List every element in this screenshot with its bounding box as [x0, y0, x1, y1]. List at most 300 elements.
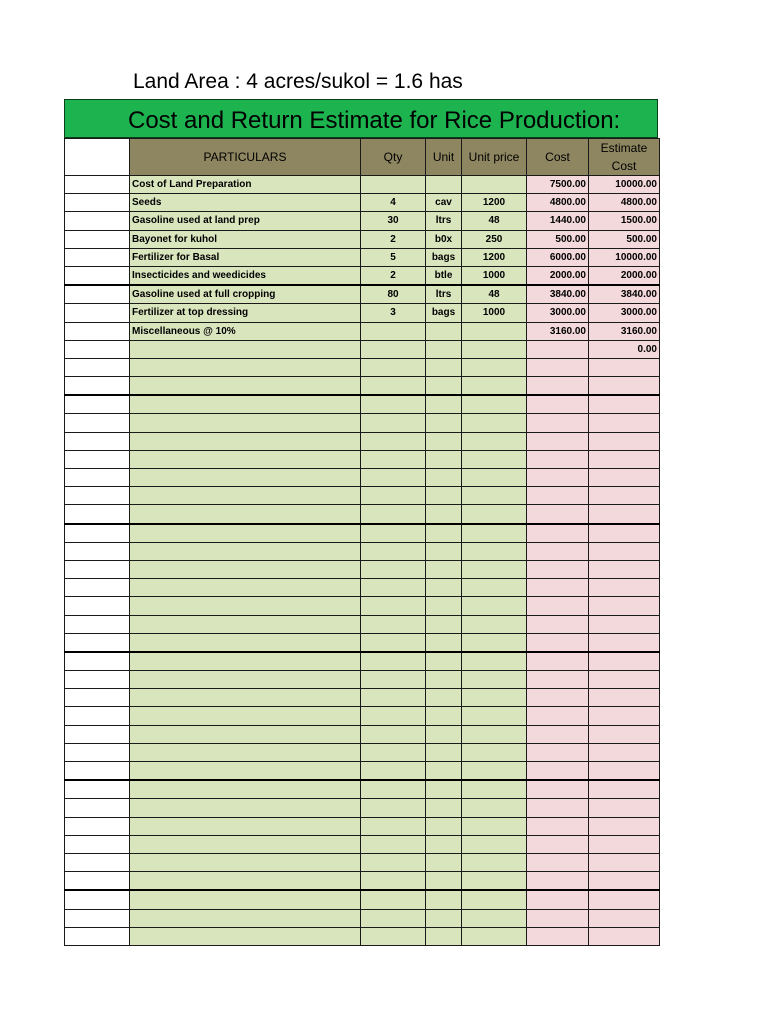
cell-cost[interactable]	[527, 707, 589, 725]
row-label-cell[interactable]	[65, 927, 130, 945]
cell-particulars[interactable]	[130, 579, 361, 597]
cell-unit[interactable]	[426, 927, 462, 945]
cell-particulars[interactable]	[130, 927, 361, 945]
cell-qty[interactable]	[361, 176, 426, 194]
cell-unit-price[interactable]: 1200	[462, 248, 527, 266]
cell-unit-price[interactable]	[462, 890, 527, 909]
cell-estimate-cost[interactable]	[589, 615, 660, 633]
cell-estimate-cost[interactable]	[589, 743, 660, 761]
cell-unit-price[interactable]	[462, 707, 527, 725]
cell-estimate-cost[interactable]	[589, 835, 660, 853]
cell-unit[interactable]	[426, 560, 462, 578]
row-label-cell[interactable]	[65, 835, 130, 853]
cell-qty[interactable]	[361, 671, 426, 689]
row-label-cell[interactable]	[65, 780, 130, 799]
cell-qty[interactable]	[361, 524, 426, 543]
cell-unit[interactable]: ltrs	[426, 212, 462, 230]
table-row	[65, 469, 660, 487]
cell-qty[interactable]	[361, 358, 426, 376]
cell-qty[interactable]	[361, 780, 426, 799]
cell-cost[interactable]	[527, 652, 589, 671]
row-label-cell[interactable]	[65, 248, 130, 266]
cell-cost[interactable]	[527, 725, 589, 743]
cell-qty[interactable]	[361, 414, 426, 432]
cell-particulars[interactable]	[130, 890, 361, 909]
cell-qty[interactable]	[361, 835, 426, 853]
cell-unit[interactable]	[426, 652, 462, 671]
row-label-cell[interactable]	[65, 487, 130, 505]
cell-cost[interactable]	[527, 597, 589, 615]
cell-cost[interactable]	[527, 469, 589, 487]
cell-particulars[interactable]	[130, 377, 361, 396]
row-label-cell[interactable]	[65, 872, 130, 891]
cell-qty[interactable]	[361, 689, 426, 707]
row-label-cell[interactable]	[65, 358, 130, 376]
cell-cost[interactable]	[527, 524, 589, 543]
cell-cost[interactable]	[527, 579, 589, 597]
cell-qty[interactable]	[361, 597, 426, 615]
cell-cost[interactable]: 3000.00	[527, 304, 589, 322]
cell-cost[interactable]	[527, 890, 589, 909]
cell-cost[interactable]	[527, 633, 589, 652]
cell-estimate-cost[interactable]	[589, 909, 660, 927]
cell-particulars[interactable]: Seeds	[130, 194, 361, 212]
cell-estimate-cost[interactable]: 3160.00	[589, 322, 660, 340]
cell-unit-price[interactable]	[462, 432, 527, 450]
cell-cost[interactable]	[527, 689, 589, 707]
cell-cost[interactable]: 6000.00	[527, 248, 589, 266]
table-row	[65, 542, 660, 560]
cell-unit[interactable]: bags	[426, 248, 462, 266]
cell-particulars[interactable]	[130, 762, 361, 781]
cell-particulars[interactable]: Gasoline used at full cropping	[130, 285, 361, 304]
row-label-cell[interactable]	[65, 322, 130, 340]
row-label-cell[interactable]	[65, 579, 130, 597]
cell-unit[interactable]	[426, 432, 462, 450]
cell-estimate-cost[interactable]	[589, 872, 660, 891]
cell-estimate-cost[interactable]	[589, 395, 660, 414]
cell-unit-price[interactable]	[462, 743, 527, 761]
cell-unit-price[interactable]	[462, 414, 527, 432]
cell-estimate-cost[interactable]	[589, 780, 660, 799]
row-label-cell[interactable]	[65, 340, 130, 358]
cell-unit-price[interactable]	[462, 358, 527, 376]
row-label-cell[interactable]	[65, 853, 130, 871]
row-label-cell[interactable]	[65, 743, 130, 761]
cell-cost[interactable]	[527, 395, 589, 414]
cell-estimate-cost[interactable]	[589, 927, 660, 945]
cell-unit[interactable]	[426, 689, 462, 707]
cell-estimate-cost[interactable]	[589, 469, 660, 487]
cell-particulars[interactable]	[130, 817, 361, 835]
cell-cost[interactable]: 2000.00	[527, 266, 589, 285]
cell-unit-price[interactable]	[462, 505, 527, 524]
table-row	[65, 285, 660, 304]
cell-qty[interactable]: 5	[361, 248, 426, 266]
cell-qty[interactable]	[361, 707, 426, 725]
cell-unit-price[interactable]	[462, 524, 527, 543]
cell-qty[interactable]	[361, 743, 426, 761]
cell-particulars[interactable]: Fertilizer at top dressing	[130, 304, 361, 322]
cell-unit-price[interactable]	[462, 560, 527, 578]
cell-unit[interactable]	[426, 872, 462, 891]
cell-cost[interactable]	[527, 542, 589, 560]
cell-unit-price[interactable]	[462, 652, 527, 671]
cell-estimate-cost[interactable]	[589, 799, 660, 817]
cell-unit-price[interactable]	[462, 487, 527, 505]
cell-qty[interactable]	[361, 615, 426, 633]
cell-estimate-cost[interactable]	[589, 725, 660, 743]
row-label-cell[interactable]	[65, 505, 130, 524]
row-label-cell[interactable]	[65, 176, 130, 194]
row-label-cell[interactable]	[65, 524, 130, 543]
cell-estimate-cost[interactable]	[589, 414, 660, 432]
row-label-cell[interactable]	[65, 909, 130, 927]
cell-estimate-cost[interactable]	[589, 853, 660, 871]
cell-qty[interactable]	[361, 762, 426, 781]
cell-estimate-cost[interactable]	[589, 524, 660, 543]
cell-particulars[interactable]: Gasoline used at land prep	[130, 212, 361, 230]
cell-unit[interactable]	[426, 853, 462, 871]
cell-cost[interactable]	[527, 505, 589, 524]
cell-unit[interactable]: ltrs	[426, 285, 462, 304]
cell-unit-price[interactable]	[462, 340, 527, 358]
cell-cost[interactable]: 3840.00	[527, 285, 589, 304]
cell-qty[interactable]	[361, 487, 426, 505]
cell-particulars[interactable]	[130, 652, 361, 671]
cell-estimate-cost[interactable]: 10000.00	[589, 176, 660, 194]
cell-estimate-cost[interactable]	[589, 505, 660, 524]
cell-qty[interactable]	[361, 817, 426, 835]
row-label-cell[interactable]	[65, 560, 130, 578]
cell-cost[interactable]	[527, 927, 589, 945]
cell-unit[interactable]	[426, 909, 462, 927]
cell-unit-price[interactable]	[462, 835, 527, 853]
cell-unit-price[interactable]	[462, 633, 527, 652]
cell-particulars[interactable]	[130, 853, 361, 871]
cell-unit[interactable]	[426, 505, 462, 524]
cell-unit[interactable]	[426, 780, 462, 799]
cell-cost[interactable]	[527, 340, 589, 358]
cell-unit-price[interactable]	[462, 799, 527, 817]
cell-unit[interactable]	[426, 615, 462, 633]
cell-particulars[interactable]	[130, 615, 361, 633]
row-label-cell[interactable]	[65, 725, 130, 743]
cell-estimate-cost[interactable]	[589, 579, 660, 597]
cell-qty[interactable]	[361, 799, 426, 817]
cell-qty[interactable]: 2	[361, 230, 426, 248]
cell-unit[interactable]	[426, 414, 462, 432]
cell-particulars[interactable]	[130, 340, 361, 358]
row-label-cell[interactable]	[65, 230, 130, 248]
cell-unit-price[interactable]	[462, 780, 527, 799]
cell-unit-price[interactable]	[462, 689, 527, 707]
cell-estimate-cost[interactable]	[589, 487, 660, 505]
cell-unit[interactable]	[426, 487, 462, 505]
row-label-cell[interactable]	[65, 304, 130, 322]
table-row	[65, 671, 660, 689]
cell-unit-price[interactable]: 1000	[462, 304, 527, 322]
row-label-cell[interactable]	[65, 450, 130, 468]
cell-particulars[interactable]	[130, 707, 361, 725]
cell-unit[interactable]: bags	[426, 304, 462, 322]
cell-unit[interactable]	[426, 358, 462, 376]
cell-unit-price[interactable]	[462, 395, 527, 414]
cell-particulars[interactable]	[130, 743, 361, 761]
row-label-cell[interactable]	[65, 395, 130, 414]
cell-unit[interactable]	[426, 176, 462, 194]
cell-cost[interactable]	[527, 487, 589, 505]
cell-unit-price[interactable]: 1000	[462, 266, 527, 285]
cell-estimate-cost[interactable]: 2000.00	[589, 266, 660, 285]
cell-particulars[interactable]	[130, 395, 361, 414]
cell-unit-price[interactable]	[462, 927, 527, 945]
cell-qty[interactable]	[361, 890, 426, 909]
cell-unit[interactable]: cav	[426, 194, 462, 212]
cell-unit[interactable]	[426, 340, 462, 358]
row-label-cell[interactable]	[65, 194, 130, 212]
cell-particulars[interactable]	[130, 872, 361, 891]
cell-unit[interactable]	[426, 377, 462, 396]
cell-unit-price[interactable]	[462, 853, 527, 871]
cell-qty[interactable]: 3	[361, 304, 426, 322]
cell-qty[interactable]	[361, 633, 426, 652]
cell-unit-price[interactable]	[462, 176, 527, 194]
cell-unit[interactable]	[426, 579, 462, 597]
cell-unit[interactable]	[426, 890, 462, 909]
row-label-cell[interactable]	[65, 817, 130, 835]
row-label-cell[interactable]	[65, 542, 130, 560]
cell-particulars[interactable]: Fertilizer for Basal	[130, 248, 361, 266]
cell-particulars[interactable]	[130, 633, 361, 652]
cell-cost[interactable]	[527, 799, 589, 817]
cell-unit[interactable]	[426, 762, 462, 781]
cell-unit-price[interactable]	[462, 762, 527, 781]
row-label-cell[interactable]	[65, 671, 130, 689]
cell-cost[interactable]	[527, 560, 589, 578]
cell-cost[interactable]	[527, 909, 589, 927]
row-label-cell[interactable]	[65, 707, 130, 725]
cell-particulars[interactable]	[130, 799, 361, 817]
cell-unit-price[interactable]	[462, 671, 527, 689]
cell-unit[interactable]	[426, 725, 462, 743]
cell-cost[interactable]	[527, 377, 589, 396]
cell-unit-price[interactable]	[462, 579, 527, 597]
cell-unit-price[interactable]	[462, 469, 527, 487]
cell-qty[interactable]	[361, 340, 426, 358]
row-label-cell[interactable]	[65, 633, 130, 652]
cell-estimate-cost[interactable]	[589, 542, 660, 560]
cell-cost[interactable]: 7500.00	[527, 176, 589, 194]
cell-qty[interactable]: 30	[361, 212, 426, 230]
cell-cost[interactable]	[527, 743, 589, 761]
cell-qty[interactable]	[361, 377, 426, 396]
cell-particulars[interactable]	[130, 835, 361, 853]
row-label-cell[interactable]	[65, 615, 130, 633]
cell-estimate-cost[interactable]: 0.00	[589, 340, 660, 358]
row-label-cell[interactable]	[65, 212, 130, 230]
cell-estimate-cost[interactable]	[589, 890, 660, 909]
cell-qty[interactable]	[361, 927, 426, 945]
cell-unit[interactable]	[426, 671, 462, 689]
cell-particulars[interactable]	[130, 414, 361, 432]
cell-estimate-cost[interactable]	[589, 817, 660, 835]
cell-estimate-cost[interactable]	[589, 597, 660, 615]
cell-qty[interactable]	[361, 560, 426, 578]
cell-cost[interactable]	[527, 615, 589, 633]
cell-unit-price[interactable]	[462, 542, 527, 560]
cell-particulars[interactable]	[130, 469, 361, 487]
cell-cost[interactable]: 500.00	[527, 230, 589, 248]
cell-particulars[interactable]: Insecticides and weedicides	[130, 266, 361, 285]
cell-qty[interactable]	[361, 450, 426, 468]
cell-unit-price[interactable]	[462, 615, 527, 633]
cell-estimate-cost[interactable]	[589, 707, 660, 725]
cell-unit-price[interactable]: 48	[462, 212, 527, 230]
cell-cost[interactable]: 3160.00	[527, 322, 589, 340]
cell-unit[interactable]	[426, 542, 462, 560]
cell-unit-price[interactable]	[462, 377, 527, 396]
cell-unit[interactable]	[426, 322, 462, 340]
cell-particulars[interactable]	[130, 505, 361, 524]
cell-qty[interactable]	[361, 542, 426, 560]
cell-estimate-cost[interactable]	[589, 633, 660, 652]
cell-unit-price[interactable]: 1200	[462, 194, 527, 212]
cell-estimate-cost[interactable]	[589, 652, 660, 671]
cell-estimate-cost[interactable]: 3840.00	[589, 285, 660, 304]
row-label-cell[interactable]	[65, 890, 130, 909]
row-label-cell[interactable]	[65, 597, 130, 615]
cell-particulars[interactable]	[130, 432, 361, 450]
cell-qty[interactable]: 4	[361, 194, 426, 212]
cell-cost[interactable]: 4800.00	[527, 194, 589, 212]
cell-estimate-cost[interactable]: 1500.00	[589, 212, 660, 230]
cell-unit-price[interactable]: 48	[462, 285, 527, 304]
cell-unit[interactable]	[426, 707, 462, 725]
cell-cost[interactable]	[527, 780, 589, 799]
cell-unit-price[interactable]	[462, 725, 527, 743]
cell-unit[interactable]	[426, 469, 462, 487]
cell-particulars[interactable]: Bayonet for kuhol	[130, 230, 361, 248]
cell-qty[interactable]	[361, 505, 426, 524]
table-row	[65, 835, 660, 853]
cell-particulars[interactable]	[130, 597, 361, 615]
cell-unit[interactable]	[426, 799, 462, 817]
cell-particulars[interactable]	[130, 560, 361, 578]
cell-estimate-cost[interactable]: 10000.00	[589, 248, 660, 266]
cell-particulars[interactable]	[130, 358, 361, 376]
cell-cost[interactable]: 1440.00	[527, 212, 589, 230]
cell-unit-price[interactable]	[462, 817, 527, 835]
cell-unit-price[interactable]	[462, 450, 527, 468]
land-area-label: Land Area : 4 acres/sukol = 1.6 has	[133, 70, 463, 93]
cell-estimate-cost[interactable]: 4800.00	[589, 194, 660, 212]
cell-cost[interactable]	[527, 835, 589, 853]
cell-particulars[interactable]	[130, 689, 361, 707]
cell-cost[interactable]	[527, 450, 589, 468]
row-label-cell[interactable]	[65, 266, 130, 285]
cell-unit[interactable]	[426, 395, 462, 414]
cell-qty[interactable]	[361, 872, 426, 891]
cell-unit[interactable]	[426, 835, 462, 853]
cell-qty[interactable]	[361, 322, 426, 340]
row-label-cell[interactable]	[65, 652, 130, 671]
cell-unit[interactable]	[426, 450, 462, 468]
row-label-cell[interactable]	[65, 432, 130, 450]
row-label-cell[interactable]	[65, 799, 130, 817]
cell-cost[interactable]	[527, 817, 589, 835]
cell-particulars[interactable]	[130, 725, 361, 743]
cell-unit[interactable]: b0x	[426, 230, 462, 248]
cell-qty[interactable]	[361, 853, 426, 871]
cell-particulars[interactable]	[130, 487, 361, 505]
row-label-cell[interactable]	[65, 689, 130, 707]
cell-particulars[interactable]	[130, 780, 361, 799]
cell-cost[interactable]	[527, 414, 589, 432]
cell-estimate-cost[interactable]: 3000.00	[589, 304, 660, 322]
cell-estimate-cost[interactable]	[589, 560, 660, 578]
cell-unit-price[interactable]	[462, 597, 527, 615]
cell-qty[interactable]	[361, 652, 426, 671]
cell-cost[interactable]	[527, 853, 589, 871]
row-label-cell[interactable]	[65, 285, 130, 304]
cell-unit-price[interactable]	[462, 322, 527, 340]
cell-unit-price[interactable]: 250	[462, 230, 527, 248]
cell-qty[interactable]	[361, 909, 426, 927]
cell-estimate-cost[interactable]	[589, 762, 660, 781]
cell-particulars[interactable]: Miscellaneous @ 10%	[130, 322, 361, 340]
row-label-cell[interactable]	[65, 414, 130, 432]
cell-unit[interactable]	[426, 597, 462, 615]
cell-qty[interactable]	[361, 432, 426, 450]
cell-particulars[interactable]	[130, 542, 361, 560]
cell-estimate-cost[interactable]	[589, 432, 660, 450]
cell-unit[interactable]	[426, 817, 462, 835]
cell-particulars[interactable]	[130, 450, 361, 468]
cell-cost[interactable]	[527, 872, 589, 891]
cell-qty[interactable]	[361, 469, 426, 487]
cell-particulars[interactable]	[130, 671, 361, 689]
cell-estimate-cost[interactable]	[589, 689, 660, 707]
cell-estimate-cost[interactable]	[589, 450, 660, 468]
cell-particulars[interactable]	[130, 909, 361, 927]
cell-cost[interactable]	[527, 432, 589, 450]
cell-qty[interactable]	[361, 725, 426, 743]
cell-estimate-cost[interactable]	[589, 377, 660, 396]
cell-estimate-cost[interactable]: 500.00	[589, 230, 660, 248]
cell-cost[interactable]	[527, 762, 589, 781]
cell-cost[interactable]	[527, 671, 589, 689]
cell-estimate-cost[interactable]	[589, 671, 660, 689]
row-label-cell[interactable]	[65, 469, 130, 487]
cell-qty[interactable]	[361, 395, 426, 414]
cell-particulars[interactable]: Cost of Land Preparation	[130, 176, 361, 194]
cell-qty[interactable]	[361, 579, 426, 597]
cell-cost[interactable]	[527, 358, 589, 376]
row-label-cell[interactable]	[65, 762, 130, 781]
cell-unit[interactable]	[426, 524, 462, 543]
cell-estimate-cost[interactable]	[589, 358, 660, 376]
row-label-cell[interactable]	[65, 377, 130, 396]
cell-qty[interactable]: 2	[361, 266, 426, 285]
cell-particulars[interactable]	[130, 524, 361, 543]
cell-qty[interactable]: 80	[361, 285, 426, 304]
cell-unit-price[interactable]	[462, 909, 527, 927]
cell-unit[interactable]	[426, 633, 462, 652]
cell-unit[interactable]: btle	[426, 266, 462, 285]
cell-unit[interactable]	[426, 743, 462, 761]
cell-unit-price[interactable]	[462, 872, 527, 891]
